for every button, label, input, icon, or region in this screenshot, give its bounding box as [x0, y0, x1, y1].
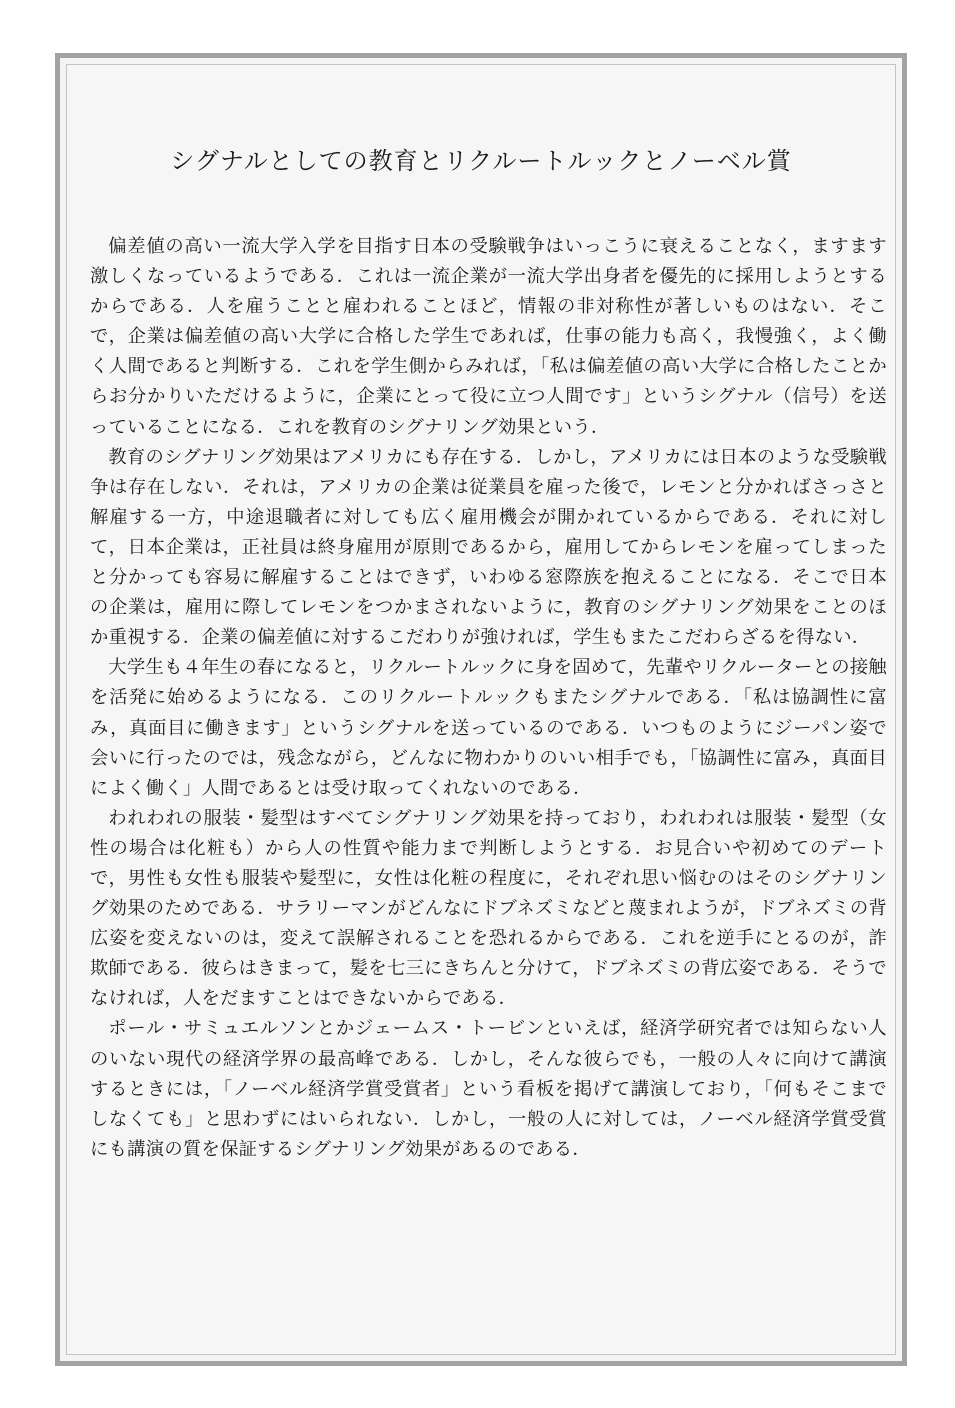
- page-title: シグナルとしての教育とリクルートルックとノーベル賞: [170, 147, 792, 175]
- body-text: [90, 232, 887, 1165]
- paragraph-3: 大学生も４年生の春になると，リクルートルックに身を固めて，先輩やリクルーターとの接触を活発に始めるようになる．このリクルートルックもまたシグナルである．「私は協調性に富み，真面目に働きます」というシグナルを送っているのである．いつものようにジーパン姿で会いに行ったのでは，残念ながら，どんなに物わかりのいい相手でも，「協調性に富み，真面目によく働く」人間であるとは受け取ってくれないのである．: [90, 657, 887, 799]
- document-panel: [66, 64, 896, 1355]
- paragraph-1: 偏差値の高い一流大学入学を目指す日本の受験戦争はいっこうに衰えることなく，ますます激しくなっているようである．これは一流企業が一流大学出身者を優先的に採用しようとするからである．人を雇うことと雇われることほど，情報の非対称性が著しいものはない．そこで，企業は偏差値の高い大学に合格した学生であれば，仕事の能力も高く，我慢強く，よく働く人間であると判断する．これを学生側からみれば，「私は偏差値の高い大学に合格したことからお分かりいただけるように，企業にとって役に立つ人間です」というシグナル（信号）を送っていることになる．これを教育のシグナリング効果という．: [90, 236, 887, 438]
- paragraph-5: ポール・サミュエルソンとかジェームス・トービンといえば，経済学研究者では知らない人のいない現代の経済学界の最高峰である．しかし，そんな彼らでも，一般の人々に向けて講演するときには，「ノーベル経済学賞受賞者」という看板を掲げて講演しており，「何もそこまでしなくても」と思わずにはいられない．しかし，一般の人に対しては，ノーベル経済学賞受賞にも講演の質を保証するシグナリング効果があるのである．: [90, 1018, 887, 1160]
- document-frame: [55, 53, 907, 1366]
- paragraph-2: 教育のシグナリング効果はアメリカにも存在する．しかし，アメリカには日本のような受験戦争は存在しない．それは，アメリカの企業は従業員を雇った後で，レモンと分かればさっさと解雇する一方，中途退職者に対しても広く雇用機会が開かれているからである．それに対して，日本企業は，正社員は終身雇用が原則であるから，雇用してからレモンを雇ってしまったと分かっても容易に解雇することはできず，いわゆる窓際族を抱えることになる．そこで日本の企業は，雇用に際してレモンをつかまされないように，教育のシグナリング効果をことのほか重視する．企業の偏差値に対するこだわりが強ければ，学生もまたこだわらざるを得ない．: [90, 446, 887, 649]
- paragraph-4: われわれの服装・髪型はすべてシグナリング効果を持っており，われわれは服装・髪型（女性の場合は化粧も）から人の性質や能力まで判断しようとする．お見合いや初めてのデートで，男性も女性も服装や髪型に，女性は化粧の程度に，それぞれ思い悩むのはそのシグナリング効果のためである．サラリーマンがどんなにドブネズミなどと蔑まれようが，ドブネズミの背広姿を変えないのは，変えて誤解されることを恐れるからである．これを逆手にとるのが，詐欺師である．彼らはきまって，髪を七三にきちんと分けて，ドブネズミの背広姿である．そうでなければ，人をだますことはできないからである．: [90, 807, 887, 1010]
